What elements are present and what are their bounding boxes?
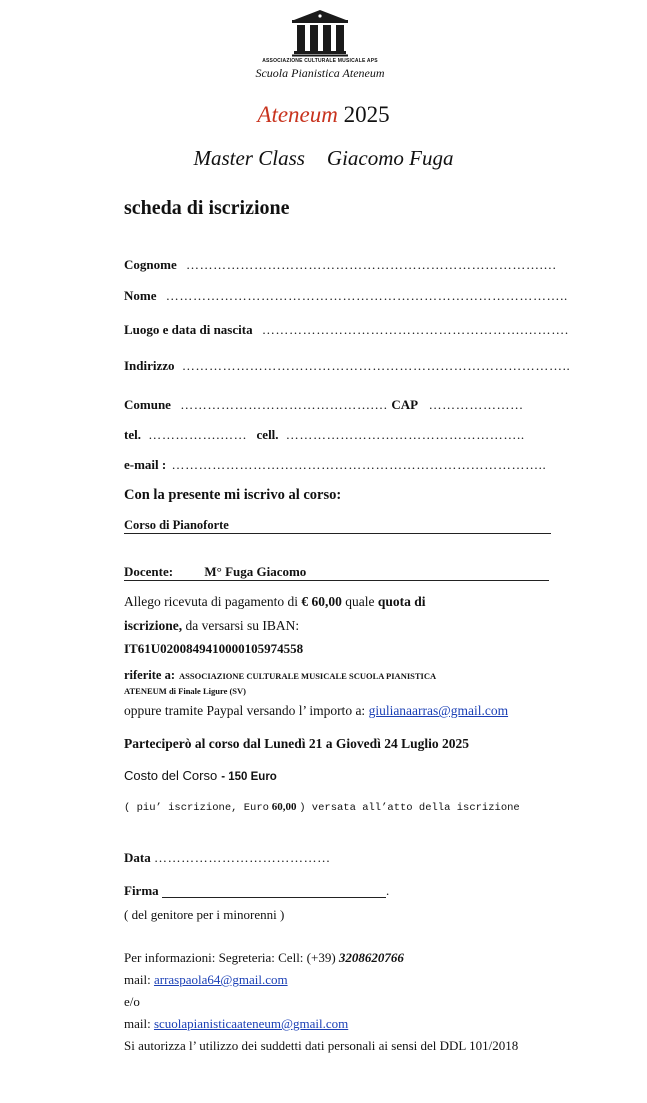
- docente-underline: [124, 580, 549, 581]
- cap-label: CAP: [391, 397, 418, 412]
- enroll-text: Con la presente mi iscrivo al corso:: [124, 487, 342, 503]
- subtitle-left: Master Class: [193, 146, 305, 170]
- title-year: 2025: [343, 102, 390, 127]
- note-amount: 60,00: [271, 801, 297, 813]
- indirizzo-dots[interactable]: …………………………………………………………………………..: [181, 358, 571, 373]
- registration-note: [124, 801, 520, 814]
- indirizzo-field[interactable]: [124, 358, 570, 374]
- genitore-note: ( del genitore per i minorenni ): [124, 907, 285, 922]
- paypal-line: [124, 703, 508, 719]
- course-underline: [124, 533, 551, 534]
- email-dots[interactable]: ………………………………………………………………………..: [171, 457, 547, 472]
- form-heading: scheda di iscrizione: [124, 197, 290, 219]
- nome-dots[interactable]: ……………………………………………………………………………..: [165, 288, 568, 303]
- association-line: ASSOCIAZIONE CULTURALE MUSICALE APS: [262, 58, 378, 64]
- payment-text-b: quale: [345, 594, 375, 609]
- comune-label: Comune: [124, 397, 171, 412]
- data-dots[interactable]: …………………………………: [153, 850, 331, 865]
- luogo-data-field[interactable]: [124, 322, 569, 338]
- riferite-text-2: ATENEUM di Finale Ligure (SV): [124, 686, 246, 696]
- mail-label-2: mail:: [124, 1016, 151, 1031]
- school-logo: [240, 6, 400, 78]
- mail-label-1: mail:: [124, 972, 151, 987]
- info-phone: 3208620766: [338, 950, 404, 965]
- note-text-b: ) versata all’atto della iscrizione: [299, 802, 520, 814]
- tel-label: tel.: [124, 427, 141, 442]
- email-field[interactable]: [124, 457, 546, 473]
- page-title: [0, 102, 647, 128]
- paypal-email-link[interactable]: giulianaarras@gmail.com: [368, 703, 509, 718]
- payment-text-c: quota di: [377, 594, 426, 609]
- cell-dots[interactable]: ……………………………………………..: [285, 427, 525, 442]
- mail-line-1: [124, 972, 288, 988]
- payment-line-1: [124, 594, 425, 610]
- course-dates: Parteciperò al corso dal Lunedì 21 a Giovedì 24 Luglio 2025: [124, 736, 469, 751]
- eo-text: e/o: [124, 994, 140, 1009]
- riferite-label: riferite a:: [124, 668, 176, 682]
- privacy-text: Si autorizza l’ utilizzo dei suddetti dati personali ai sensi del DDL 101/2018: [124, 1038, 519, 1053]
- luogo-dots[interactable]: ………………………………………………….……….: [261, 322, 569, 337]
- note-text-a: ( piu’ iscrizione, Euro: [124, 802, 269, 814]
- course-name: Corso di Pianoforte: [124, 518, 229, 532]
- mail-line-2: [124, 1016, 348, 1032]
- costo-label: Costo del Corso: [124, 768, 218, 783]
- payment-amount: € 60,00: [301, 594, 342, 609]
- costo-line: [124, 767, 277, 785]
- tel-field[interactable]: [124, 427, 525, 443]
- nome-field[interactable]: [124, 288, 568, 304]
- mail-link-1[interactable]: arraspaola64@gmail.com: [153, 972, 288, 987]
- cognome-dots[interactable]: …………………………………………………………………….…: [185, 257, 558, 272]
- firma-label: Firma: [124, 883, 159, 898]
- tel-dots[interactable]: …………….……: [148, 427, 248, 442]
- email-label: e-mail :: [124, 457, 167, 472]
- iban: IT61U0200849410000105974558: [124, 641, 304, 656]
- paypal-text: oppure tramite Paypal versando l’ importo a:: [124, 703, 366, 718]
- riferite-text: ASSOCIAZIONE CULTURALE MUSICALE SCUOLA PIANISTICA: [179, 671, 437, 681]
- firma-end: .: [386, 883, 390, 898]
- payment-text-a: Allego ricevuta di pagamento di: [124, 594, 298, 609]
- cell-label: cell.: [256, 427, 279, 442]
- payment-line-2: [124, 618, 299, 634]
- subtitle-right: Giacomo Fuga: [326, 146, 454, 170]
- indirizzo-label: Indirizzo: [124, 358, 175, 373]
- info-line: [124, 950, 404, 966]
- luogo-label: Luogo e data di nascita: [124, 322, 253, 337]
- nome-label: Nome: [124, 288, 157, 303]
- comune-dots[interactable]: …………………………………….…: [180, 397, 389, 412]
- docente-row: [124, 564, 306, 580]
- firma-line[interactable]: [162, 897, 386, 898]
- comune-field[interactable]: [124, 397, 524, 413]
- costo-value: - 150 Euro: [221, 771, 277, 783]
- docente-name: M° Fuga Giacomo: [204, 564, 307, 579]
- riferite-line: [124, 666, 436, 684]
- payment-text-d: iscrizione,: [124, 618, 183, 633]
- title-brand: Ateneum: [257, 102, 338, 127]
- page-subtitle: [0, 146, 647, 171]
- cap-dots[interactable]: …………………: [428, 397, 524, 412]
- payment-text-e: da versarsi su IBAN:: [185, 618, 300, 633]
- firma-field[interactable]: [124, 883, 390, 899]
- data-field[interactable]: [124, 850, 331, 866]
- temple-logo-icon: [240, 6, 400, 58]
- info-prefix: Per informazioni: Segreteria: Cell: (+39): [124, 950, 336, 965]
- docente-label: Docente:: [124, 564, 174, 579]
- mail-link-2[interactable]: scuolapianisticaateneum@gmail.com: [153, 1016, 349, 1031]
- school-name: Scuola Pianistica Ateneum: [255, 66, 385, 80]
- cognome-field[interactable]: [124, 257, 557, 273]
- cognome-label: Cognome: [124, 257, 177, 272]
- data-label: Data: [124, 850, 151, 865]
